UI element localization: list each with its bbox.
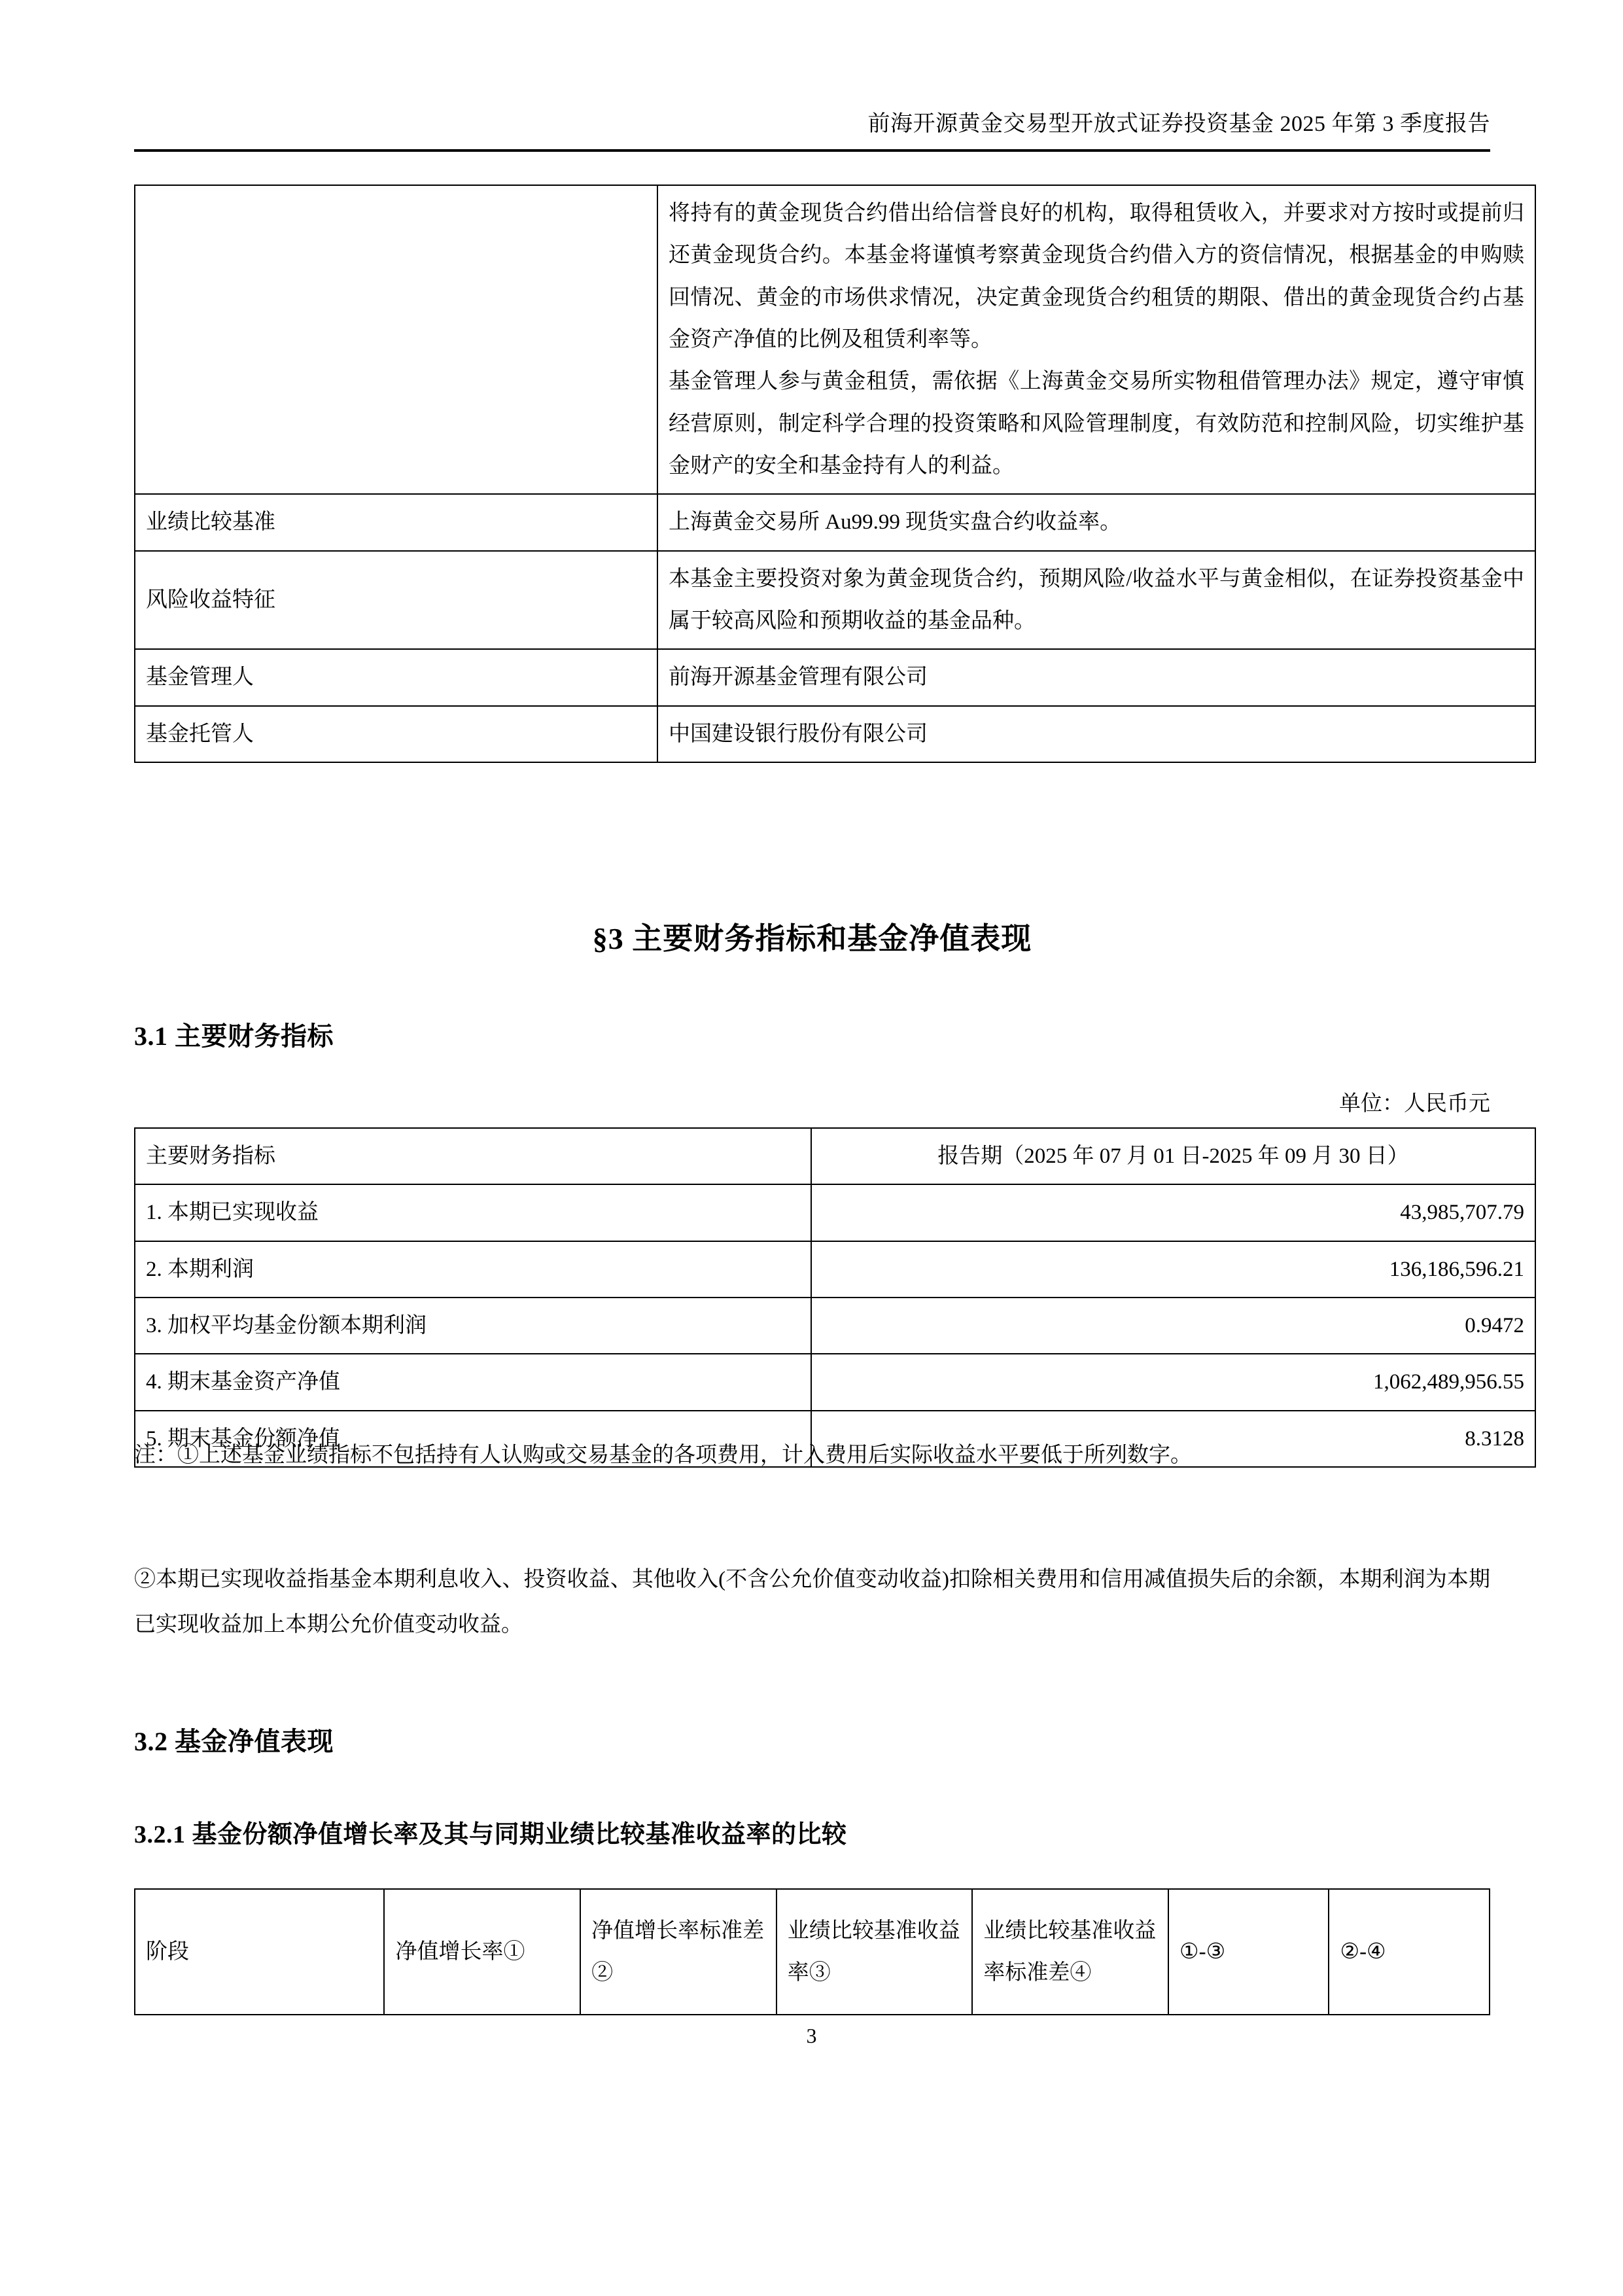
column-header-diff-2-4: ②-④: [1329, 1889, 1490, 2015]
row-value-cell: [657, 706, 1535, 762]
paragraph: 中国建设银行股份有限公司: [669, 722, 928, 746]
section-3-2-heading: 3.2 基金净值表现: [134, 1727, 334, 1756]
note-1: 注：①上述基金业绩指标不包括持有人认购或交易基金的各项费用，计入费用后实际收益水平要低于所列数字。: [134, 1443, 1192, 1467]
indicator-value: 43,985,707.79: [811, 1184, 1535, 1241]
column-header-period: 报告期（2025 年 07 月 01 日-2025 年 09 月 30 日）: [811, 1128, 1535, 1184]
row-label-cell: [135, 185, 657, 494]
table-row: [135, 1241, 1535, 1298]
note-2: ②本期已实现收益指基金本期利息收入、投资收益、其他收入(不含公允价值变动收益)扣除相关费用和信用减值损失后的余额，本期利润为本期已实现收益加上本期公允价值变动收益。: [134, 1568, 1490, 1637]
column-header-diff-1-3: ①-③: [1168, 1889, 1329, 2015]
indicator-name: 2. 本期利润: [135, 1241, 811, 1298]
unit-label: 单位：人民币元: [1339, 1092, 1490, 1116]
table-row: [135, 185, 1535, 494]
fund-description-table: [134, 185, 1536, 763]
table-header-row: [135, 1889, 1490, 2015]
indicator-name: 5. 期末基金份额净值: [135, 1411, 811, 1467]
running-header: 前海开源黄金交易型开放式证券投资基金 2025 年第 3 季度报告: [867, 112, 1490, 136]
column-header-indicator: 主要财务指标: [135, 1128, 811, 1184]
indicator-value: 8.3128: [811, 1411, 1535, 1467]
indicator-value: 1,062,489,956.55: [811, 1354, 1535, 1410]
paragraph: 基金管理人参与黄金租赁，需依据《上海黄金交易所实物租借管理办法》规定，遵守审慎经营原则，制定科学合理的投资策略和风险管理制度，有效防范和控制风险，切实维护基金财产的安全和基金持有人的利益。: [669, 370, 1524, 478]
row-value-cell: [657, 494, 1535, 550]
row-value-cell: [657, 551, 1535, 650]
table-row: [135, 649, 1535, 705]
main-financial-indicators-table: [134, 1127, 1536, 1468]
indicator-name: 4. 期末基金资产净值: [135, 1354, 811, 1410]
indicator-value: 136,186,596.21: [811, 1241, 1535, 1298]
row-label-cell: 业绩比较基准: [135, 494, 657, 550]
table-row: [135, 551, 1535, 650]
table-row: [135, 706, 1535, 762]
section-3-2-1-heading: 3.2.1 基金份额净值增长率及其与同期业绩比较基准收益率的比较: [134, 1821, 847, 1848]
table-row: [135, 494, 1535, 550]
table-row: [135, 1298, 1535, 1354]
row-label-cell: 基金管理人: [135, 649, 657, 705]
paragraph: 将持有的黄金现货合约借出给信誉良好的机构，取得租赁收入，并要求对方按时或提前归还黄金现货合约。本基金将谨慎考察黄金现货合约借入方的资信情况，根据基金的申购赎回情况、黄金的市场供求情况，决定黄金现货合约租赁的期限、借出的黄金现货合约占基金资产净值的比例及租赁利率等。: [669, 202, 1524, 352]
indicator-name: 3. 加权平均基金份额本期利润: [135, 1298, 811, 1354]
column-header-nav-growth: 净值增长率①: [384, 1889, 580, 2015]
row-label-cell: 基金托管人: [135, 706, 657, 762]
column-header-benchmark-return-stddev: 业绩比较基准收益率标准差④: [972, 1889, 1168, 2015]
nav-growth-comparison-table: [134, 1888, 1490, 2015]
table-row: [135, 1184, 1535, 1241]
header-divider-rule: [134, 149, 1490, 152]
row-value-cell: [657, 649, 1535, 705]
table-header-row: [135, 1128, 1535, 1184]
column-header-stage: 阶段: [135, 1889, 384, 2015]
indicator-value: 0.9472: [811, 1298, 1535, 1354]
section-3-1-heading: 3.1 主要财务指标: [134, 1021, 334, 1051]
page-number: 3: [806, 2024, 817, 2047]
section-3-heading: §3 主要财务指标和基金净值表现: [592, 922, 1032, 955]
row-value-cell: [657, 185, 1535, 494]
column-header-benchmark-return: 业绩比较基准收益率③: [777, 1889, 973, 2015]
paragraph: 本基金主要投资对象为黄金现货合约，预期风险/收益水平与黄金相似，在证券投资基金中属于较高风险和预期收益的基金品种。: [669, 567, 1524, 633]
table-row: [135, 1354, 1535, 1410]
paragraph: 前海开源基金管理有限公司: [669, 665, 928, 690]
indicator-name: 1. 本期已实现收益: [135, 1184, 811, 1241]
row-label-cell: 风险收益特征: [135, 551, 657, 650]
paragraph: 上海黄金交易所 Au99.99 现货实盘合约收益率。: [669, 510, 1122, 535]
column-header-nav-growth-stddev: 净值增长率标准差②: [580, 1889, 777, 2015]
